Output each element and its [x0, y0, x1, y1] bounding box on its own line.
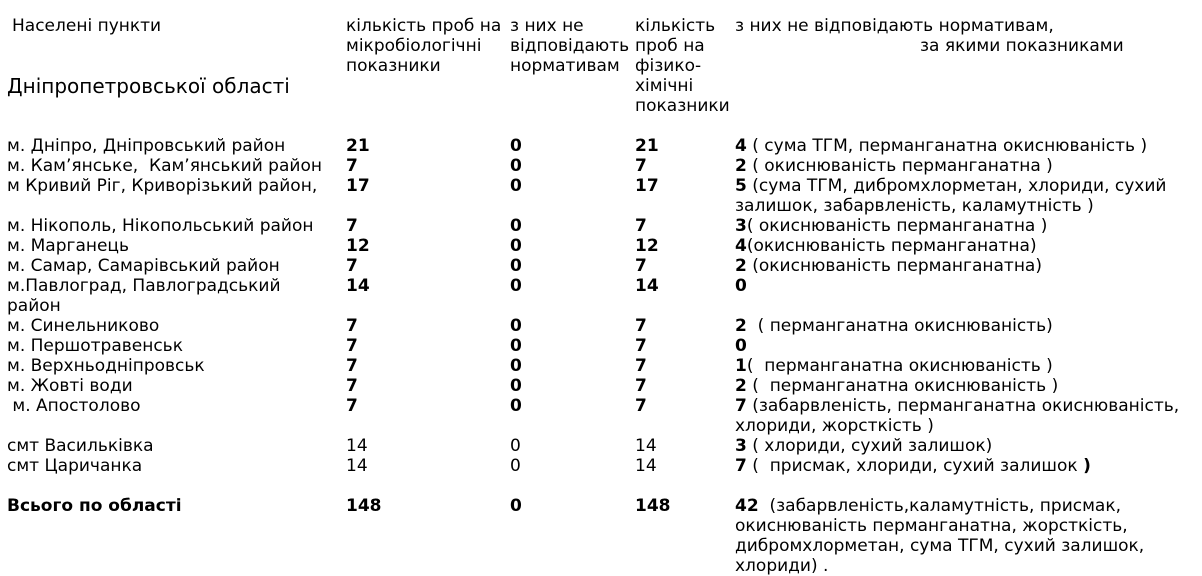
row-4-chem-fail-count: 4	[735, 236, 747, 256]
row-1-micro-fail: 0	[510, 156, 522, 176]
header-micro-samples-line-1: кількість проб на	[346, 16, 502, 36]
row-4-micro-fail: 0	[510, 236, 522, 256]
row-0-chem-fail-count: 4	[735, 136, 747, 156]
header-chem-samples-line-1: кількість	[635, 16, 716, 36]
row-11-chem-fail-count: 7	[735, 396, 747, 416]
row-5-micro-fail: 0	[510, 256, 522, 276]
header-micro-fail-line-3: нормативам	[510, 56, 620, 76]
row-14-chem-fail-details: окиснюваність перманганатна, жорсткість,	[735, 516, 1128, 536]
row-12-micro-samples: 14	[346, 436, 368, 456]
row-12-chem-fail-details: 3 ( хлориди, сухий залишок)	[735, 436, 993, 456]
row-12-settlement: смт Васильківка	[7, 436, 154, 456]
row-8-micro-samples: 7	[346, 336, 358, 356]
row-4-chem-samples: 12	[635, 236, 659, 256]
row-13-settlement: смт Царичанка	[7, 456, 143, 476]
row-14-chem-samples: 148	[635, 496, 671, 516]
row-6-chem-fail-details	[735, 276, 1202, 296]
row-13-chem-fail-count: 7	[735, 456, 747, 476]
row-13-micro-samples: 14	[346, 456, 368, 476]
row-9-micro-samples: 7	[346, 356, 358, 376]
row-3-settlement: м. Нікополь, Нікопольський район	[7, 216, 314, 236]
row-9-chem-fail-details: 1( перманганатна окиснюваність )	[735, 356, 1053, 376]
row-14-chem-fail-details: дибромхлорметан, сума ТГМ, сухий залишок,	[735, 536, 1145, 556]
row-11-micro-fail: 0	[510, 396, 522, 416]
row-2-chem-samples: 17	[635, 176, 659, 196]
row-6-settlement: м.Павлоград, Павлоградський	[7, 276, 281, 296]
row-6-micro-fail: 0	[510, 276, 522, 296]
row-5-chem-fail-details: 2 (окиснюваність перманганатна)	[735, 256, 1042, 276]
row-11-chem-fail-details: 7 (забарвленість, перманганатна окиснюваність,	[735, 396, 1180, 416]
row-1-chem-fail-details: 2 ( окиснюваність перманганатна )	[735, 156, 1053, 176]
row-10-micro-samples: 7	[346, 376, 358, 396]
row-10-chem-samples: 7	[635, 376, 647, 396]
row-0-chem-samples: 21	[635, 136, 659, 156]
row-4-micro-samples: 12	[346, 236, 370, 256]
row-11-settlement: м. Апостолово	[7, 396, 141, 416]
header-micro-fail-line-2: відповідають	[510, 36, 630, 56]
row-14-micro-samples: 148	[346, 496, 382, 516]
row-2-settlement: м Кривий Ріг, Криворізький район,	[7, 176, 318, 196]
row-5-settlement: м. Самар, Самарівський район	[7, 256, 280, 276]
row-12-chem-fail-count: 3	[735, 436, 747, 456]
row-7-chem-fail-count: 2	[735, 316, 747, 336]
row-14-chem-fail-details: хлориди) .	[735, 556, 829, 576]
row-8-micro-fail: 0	[510, 336, 522, 356]
row-0-micro-fail: 0	[510, 136, 522, 156]
row-12-micro-fail: 0	[510, 436, 521, 456]
row-14-micro-fail: 0	[510, 496, 522, 516]
row-10-chem-fail-count: 2	[735, 376, 747, 396]
row-4-settlement: м. Марганець	[7, 236, 130, 256]
row-1-micro-samples: 7	[346, 156, 358, 176]
header-micro-samples-line-3: показники	[346, 56, 441, 76]
row-1-chem-fail-count: 2	[735, 156, 747, 176]
row-2-micro-fail: 0	[510, 176, 522, 196]
header-chem-samples-line-4: хімічні	[635, 76, 694, 96]
row-8-chem-fail-details	[735, 336, 1202, 356]
row-2-chem-fail-count: 5	[735, 176, 747, 196]
row-0-settlement: м. Дніпро, Дніпровський район	[7, 136, 286, 156]
row-9-chem-samples: 7	[635, 356, 647, 376]
row-0-micro-samples: 21	[346, 136, 370, 156]
row-5-micro-samples: 7	[346, 256, 358, 276]
row-10-micro-fail: 0	[510, 376, 522, 396]
header-chem-fail-line-1: з них не відповідають нормативам,	[735, 16, 1054, 36]
row-8-settlement: м. Першотравенськ	[7, 336, 183, 356]
row-9-micro-fail: 0	[510, 356, 522, 376]
row-3-micro-samples: 7	[346, 216, 358, 236]
row-2-chem-fail-details: залишок, забарвленість, каламутність )	[735, 196, 1094, 216]
row-13-chem-samples: 14	[635, 456, 657, 476]
row-1-chem-samples: 7	[635, 156, 647, 176]
row-9-chem-fail-count: 1	[735, 356, 747, 376]
row-7-settlement: м. Синельниково	[7, 316, 160, 336]
header-chem-samples-line-3: фізико-	[635, 56, 702, 76]
row-14-chem-fail-count: 42	[735, 496, 759, 516]
row-7-micro-fail: 0	[510, 316, 522, 336]
header-micro-samples-line-2: мікробіологічні	[346, 36, 482, 56]
row-13-chem-fail-details: 7 ( присмак, хлориди, сухий залишок )	[735, 456, 1091, 476]
row-0-chem-fail-details: 4 ( сума ТГМ, перманганатна окиснюваність )	[735, 136, 1148, 156]
row-8-chem-fail-count: 0	[735, 336, 747, 356]
header-chem-fail-line-2: за якими показниками	[920, 36, 1124, 56]
row-14-chem-fail-details: 42 (забарвленість,каламутність, присмак,	[735, 496, 1122, 516]
row-7-chem-samples: 7	[635, 316, 647, 336]
row-12-chem-samples: 14	[635, 436, 657, 456]
row-7-chem-fail-details: 2 ( перманганатна окиснюваність)	[735, 316, 1053, 336]
row-10-chem-fail-details: 2 ( перманганатна окиснюваність )	[735, 376, 1059, 396]
header-region: Дніпропетровської області	[7, 74, 290, 98]
row-13-micro-fail: 0	[510, 456, 521, 476]
row-3-micro-fail: 0	[510, 216, 522, 236]
row-2-chem-fail-details: 5 (сума ТГМ, дибромхлорметан, хлориди, сухий	[735, 176, 1167, 196]
row-7-micro-samples: 7	[346, 316, 358, 336]
row-4-chem-fail-details: 4(окиснюваність перманганатна)	[735, 236, 1037, 256]
header-chem-samples-line-5: показники	[635, 96, 730, 116]
row-6-settlement: район	[7, 296, 61, 316]
row-11-chem-fail-details: хлориди, жорсткість )	[735, 416, 934, 436]
row-6-chem-samples: 14	[635, 276, 659, 296]
header-settlements: Населені пункти	[12, 16, 162, 36]
row-1-settlement: м. Кам’янське, Кам’янський район	[7, 156, 322, 176]
row-3-chem-fail-count: 3	[735, 216, 747, 236]
row-11-micro-samples: 7	[346, 396, 358, 416]
row-6-micro-samples: 14	[346, 276, 370, 296]
row-11-chem-samples: 7	[635, 396, 647, 416]
row-5-chem-fail-count: 2	[735, 256, 747, 276]
header-micro-fail-line-1: з них не	[510, 16, 584, 36]
row-2-micro-samples: 17	[346, 176, 370, 196]
row-5-chem-samples: 7	[635, 256, 647, 276]
row-3-chem-samples: 7	[635, 216, 647, 236]
row-10-settlement: м. Жовті води	[7, 376, 133, 396]
row-3-chem-fail-details: 3( окиснюваність перманганатна )	[735, 216, 1048, 236]
row-9-settlement: м. Верхньодніпровськ	[7, 356, 205, 376]
row-6-chem-fail-count: 0	[735, 276, 747, 296]
row-8-chem-samples: 7	[635, 336, 647, 356]
row-14-settlement: Всього по області	[7, 496, 182, 516]
header-chem-samples-line-2: проб на	[635, 36, 705, 56]
